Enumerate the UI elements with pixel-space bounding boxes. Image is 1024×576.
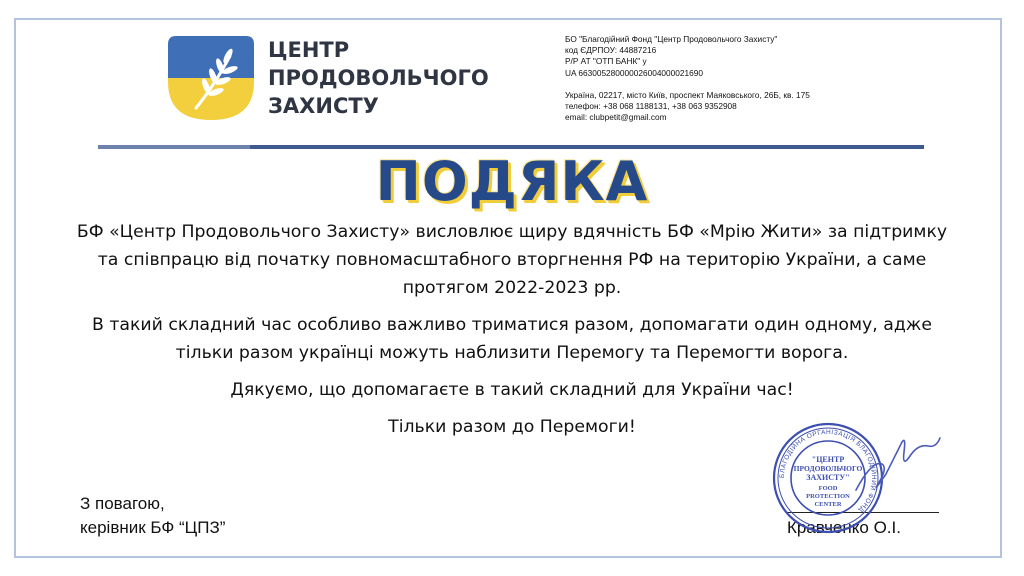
logo-line: ПРОДОВОЛЬЧОГО: [268, 66, 489, 90]
wheat-logo-icon: [166, 34, 256, 122]
stamp-ring-text: БЛАГОДІЙНА ОРГАНІЗАЦІЯ БЛАГОДІЙНИЙ ФОНД: [778, 428, 878, 514]
body-paragraph: Дякуємо, що допомагаєте в такий складний для України час!: [230, 380, 794, 400]
requisite-line: БО "Благодійний Фонд "Центр Продовольчого Захисту": [565, 34, 778, 44]
letter-body: [70, 218, 954, 450]
signer-position: керівник БФ “ЦПЗ”: [80, 518, 226, 537]
closing-text: З повагою,: [80, 494, 165, 513]
org-logo-name: [268, 36, 528, 120]
stamp-line: CENTER: [814, 501, 842, 508]
requisite-line: Україна, 02217, місто Київ, проспект Маяковського, 26Б, кв. 175: [565, 89, 810, 100]
stamp-line: "ЦЕНТР: [811, 455, 845, 464]
requisite-line: код ЄДРПОУ: 44887216: [565, 45, 657, 56]
requisite-line: UA 663005280000026004000021690: [565, 67, 703, 78]
stamp-line: ЗАХИСТУ": [806, 473, 850, 482]
body-paragraph: Тільки разом до Перемоги!: [388, 417, 636, 437]
stamp-line: PROTECTION: [806, 493, 850, 500]
requisite-line: Р/Р АТ "ОТП БАНК" у: [565, 56, 647, 67]
logo-line: ЦЕНТР: [268, 38, 350, 62]
page-title: ПОДЯКА: [375, 150, 649, 213]
body-paragraph: БФ «Центр Продовольчого Захисту» висловлює щиру вдячність БФ «Мрію Жити» за підтримку та співпрацю від початку повномасштабного вторгнення РФ на територію України, а саме протягом 2022-2023 рр.: [76, 222, 948, 298]
signature-block: [80, 492, 225, 540]
signer-name: Кравченко О.І.: [787, 518, 901, 537]
official-stamp: [768, 420, 968, 538]
requisite-line: телефон: +38 068 1188131, +38 063 9352908: [565, 101, 737, 112]
stamp-line: FOOD: [818, 485, 838, 492]
logo-line: ЗАХИСТУ: [268, 94, 379, 118]
org-requisites: [565, 34, 865, 123]
requisite-line: email: clubpetit@gmail.com: [565, 112, 667, 123]
body-paragraph: В такий складний час особливо важливо триматися разом, допомагати один одному, адже тільки разом українці можуть наблизити Перемогу та Перемогти ворога.: [91, 315, 932, 363]
stamp-line: ПРОДОВОЛЬЧОГО: [793, 464, 863, 473]
